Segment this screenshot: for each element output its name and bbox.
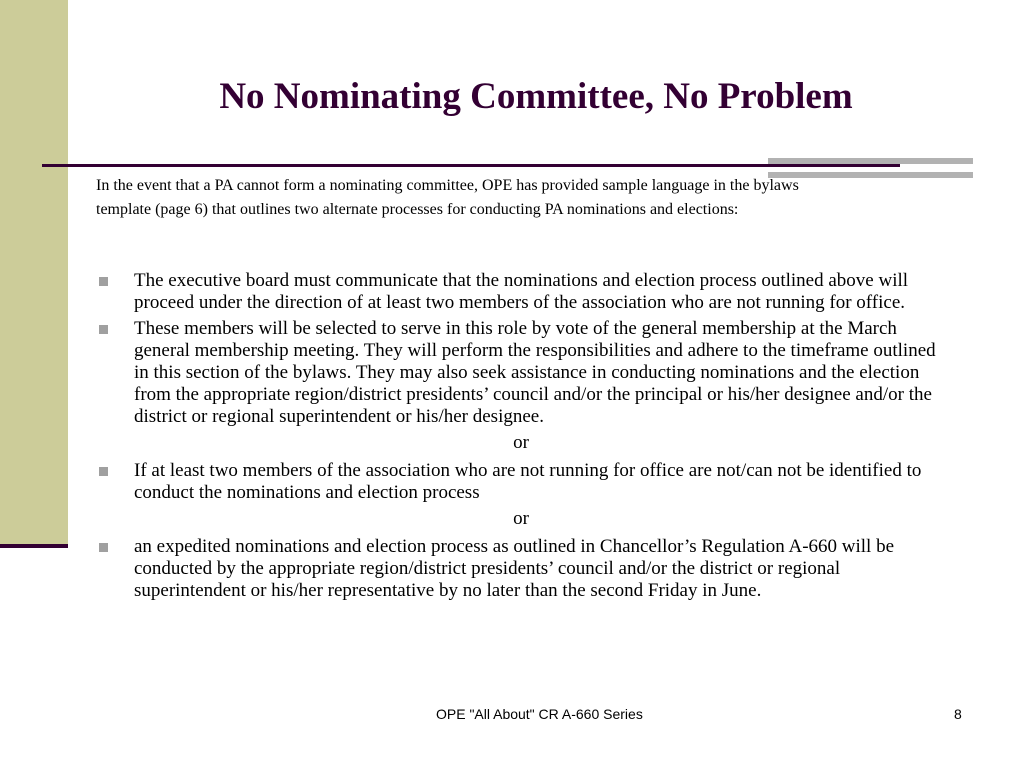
left-band-rule (0, 544, 68, 548)
or-separator: or (513, 508, 529, 529)
or-separator: or (513, 432, 529, 453)
list-item (96, 460, 946, 504)
square-bullet-icon (99, 467, 108, 476)
bullet-list (96, 270, 946, 606)
bullet-text: These members will be selected to serve in this role by vote of the general membership at the March general membership meeting. They will perform the responsibilities and adhere to the timeframe outlined in this section of the bylaws. They may also seek assistance in conducting nominations and the election from the appropriate region/district presidents’ council and/or the principal or his/her designee and/or the district or regional superintendent or his/her designee. (134, 318, 936, 427)
left-accent-band (0, 0, 68, 545)
square-bullet-icon (99, 325, 108, 334)
square-bullet-icon (99, 277, 108, 286)
list-item (96, 318, 946, 428)
square-bullet-icon (99, 543, 108, 552)
slide-footer: OPE "All About" CR A-660 Series (436, 706, 643, 722)
list-item (96, 536, 946, 602)
intro-paragraph: In the event that a PA cannot form a nominating committee, OPE has provided sample language in the bylaws template (page 6) that outlines two alternate processes for conducting PA nominations and elections: (96, 177, 799, 218)
slide-title: No Nominating Committee, No Problem (219, 76, 853, 117)
bullet-text: an expedited nominations and election process as outlined in Chancellor’s Regulation A-660 will be conducted by the appropriate region/district presidents’ council and/or the district or regional superintendent or his/her representative by no later than the second Friday in June. (134, 536, 895, 601)
page-number: 8 (954, 706, 962, 722)
title-divider (42, 164, 900, 167)
list-item (96, 270, 946, 314)
bullet-text: The executive board must communicate that the nominations and election process outlined above will proceed under the direction of at least two members of the association who are not running for office. (134, 270, 909, 313)
bullet-text: If at least two members of the association who are not running for office are not/can not be identified to conduct the nominations and election process (134, 460, 922, 503)
